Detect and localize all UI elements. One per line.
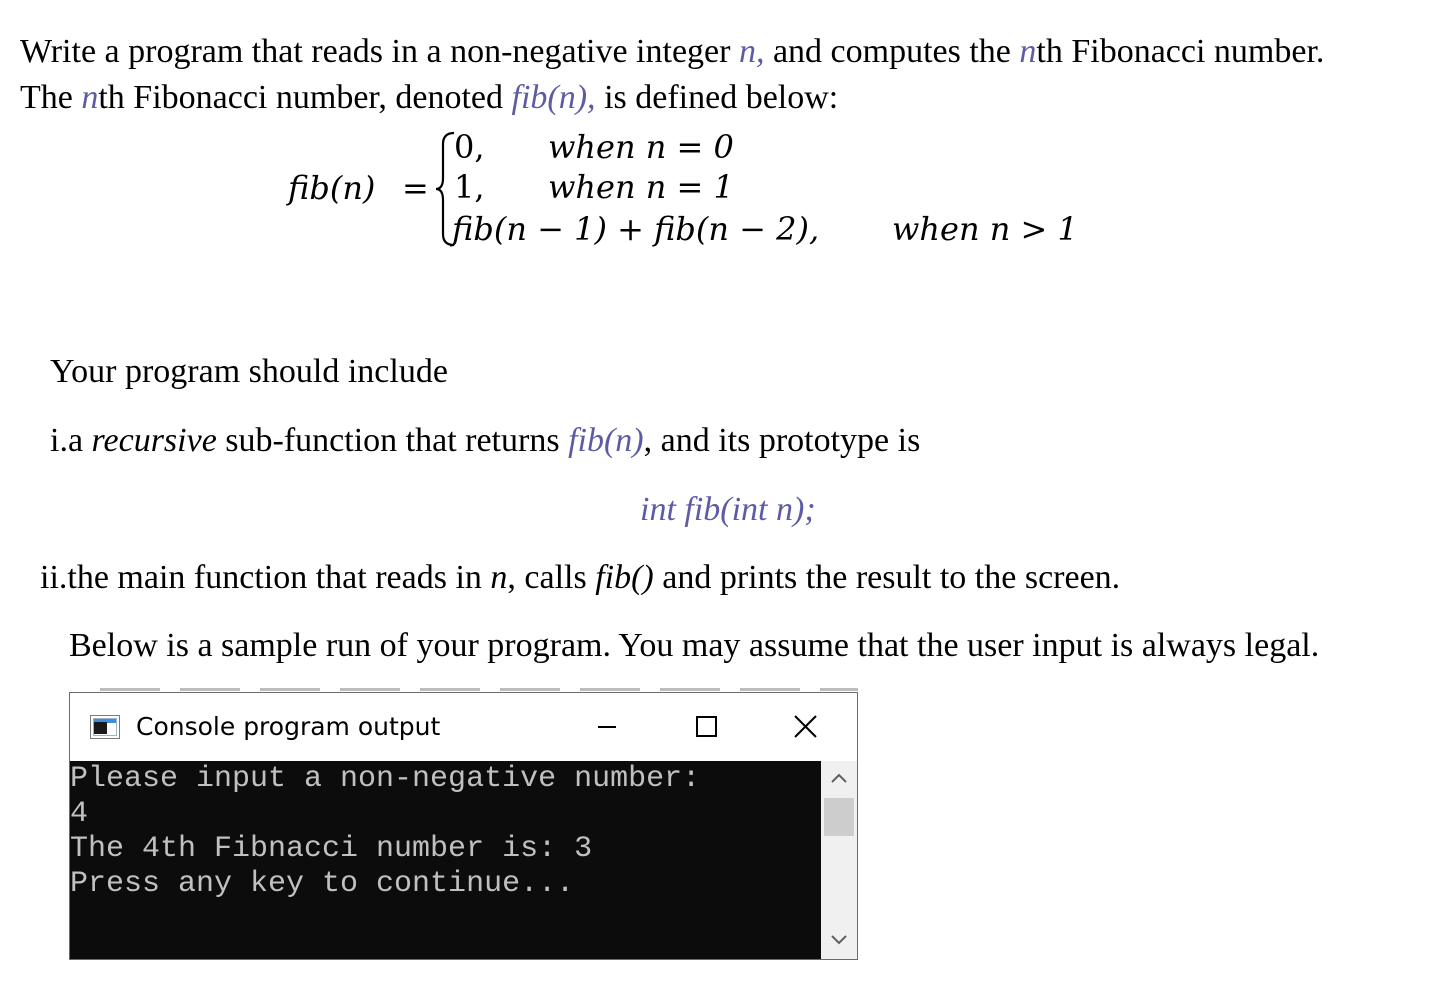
console-titlebar[interactable] [70,693,857,761]
intro-text: th Fibonacci number. [1036,33,1325,70]
item-text: , and its prototype is [643,422,921,459]
intro-text: th Fibonacci number, denoted [98,79,512,116]
case-2-value: 1, [454,168,485,206]
minimize-button[interactable] [585,705,629,749]
item-text: ii.the main function that reads in [40,559,491,596]
console-line: Press any key to continue... [70,867,575,901]
console-line: The 4th Fibnacci number is: 3 [70,832,593,866]
requirement-item-1 [50,421,920,461]
item-text: i.a [50,422,92,459]
variable-n: n [81,79,99,116]
case-2-condition: when n = 1 [548,168,734,206]
fib-notation: fib(n) [568,422,644,459]
console-title: Console program output [136,712,441,741]
maximize-button[interactable] [684,705,728,749]
variable-n: n [1019,33,1037,70]
intro-text: and computes the [764,33,1020,70]
variable-n: n [490,559,508,596]
recursive-keyword: recursive [91,422,217,459]
case-1-condition: when n = 0 [548,128,734,166]
minimize-icon [585,705,629,749]
close-icon [783,705,827,749]
intro-line-1 [20,32,1324,72]
requirements-heading: Your program should include [50,353,448,390]
scroll-up-icon[interactable] [829,771,849,785]
requirement-item-2 [40,558,1120,598]
scrollbar-thumb[interactable] [824,798,854,836]
window-top-edge [100,688,858,691]
console-line: 4 [70,797,89,831]
sample-run-note: Below is a sample run of your program. You may assume that the user input is always legal. [69,627,1320,664]
formula-equals: = [402,169,429,207]
vertical-scrollbar[interactable] [821,761,857,959]
intro-text: is defined below: [595,79,839,116]
console-window [69,692,858,960]
case-3-condition: when n > 1 [892,210,1078,248]
case-1-value: 0, [454,128,485,166]
console-app-icon [90,715,120,739]
scroll-down-icon[interactable] [829,933,849,947]
fib-call: fib() [595,559,654,596]
item-text: , calls [507,559,596,596]
intro-text: The [20,79,82,116]
item-text: and prints the result to the screen. [653,559,1121,596]
fib-notation: fib(n), [511,79,596,116]
console-output-area[interactable] [70,761,821,959]
console-line: Please input a non-negative number: [70,762,701,796]
close-button[interactable] [783,705,827,749]
item-text: sub-function that returns [216,422,569,459]
case-3-value: fib(n − 1) + fib(n − 2), [452,210,820,248]
maximize-icon [684,705,728,749]
variable-n: n, [738,33,765,70]
intro-line-2 [20,78,838,118]
formula-lhs: fib(n) [288,169,376,207]
function-prototype: int fib(int n); [640,491,816,528]
intro-text: Write a program that reads in a non-negative integer [20,33,739,70]
